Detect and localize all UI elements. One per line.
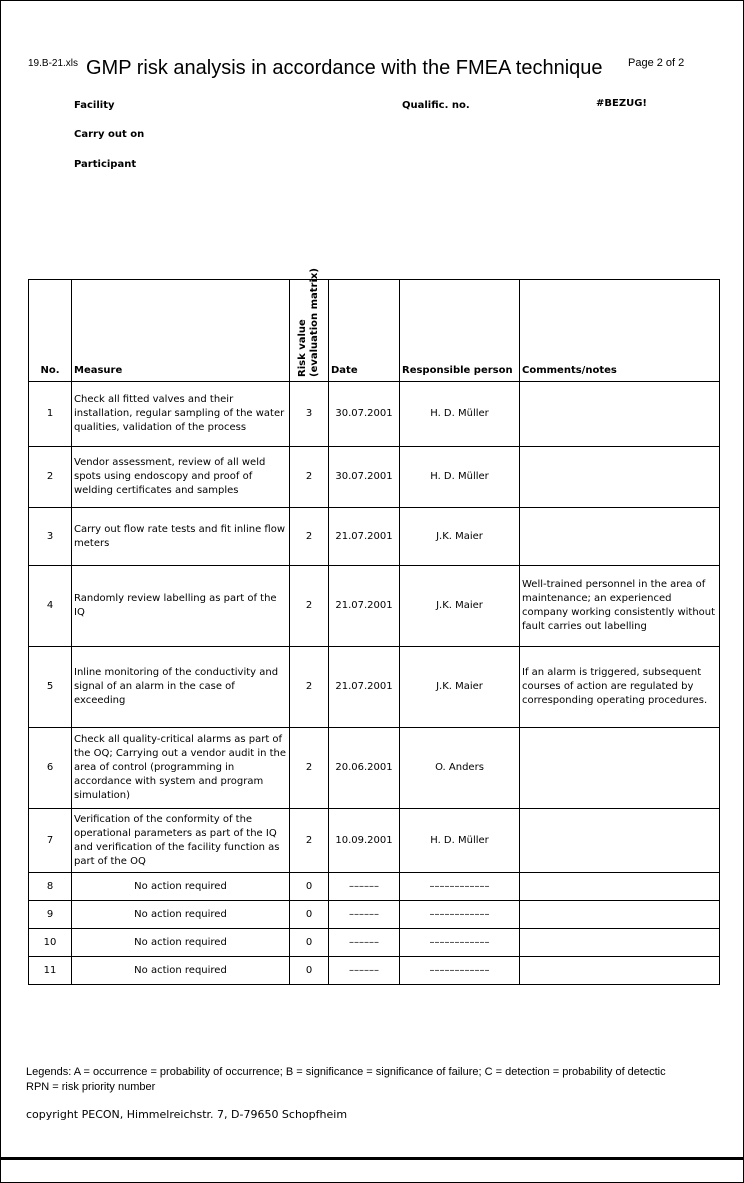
row-no: 8 [29,873,72,901]
row-measure: Check all fitted valves and their installation, regular sampling of the water qualities, validation of the process [72,382,290,447]
row-responsible: J.K. Maier [400,508,520,566]
row-risk-value: 2 [290,728,329,809]
row-no: 5 [29,647,72,728]
row-measure: No action required [72,901,290,929]
row-measure: No action required [72,929,290,957]
table-row [29,809,720,873]
row-date: –––––– [329,901,400,929]
row-responsible: H. D. Müller [400,809,520,873]
row-no: 1 [29,382,72,447]
row-measure: Carry out flow rate tests and fit inline flow meters [72,508,290,566]
row-measure: Check all quality-critical alarms as part of the OQ; Carrying out a vendor audit in the area of control (programming in accordance with system and program simulation) [72,728,290,809]
row-measure: Inline monitoring of the conductivity and signal of an alarm in the case of exceeding [72,647,290,728]
row-responsible: H. D. Müller [400,447,520,508]
row-no: 6 [29,728,72,809]
column-header-responsible: Responsible person [400,280,520,382]
table-row [29,508,720,566]
footer-divider [0,1157,744,1160]
table-row [29,901,720,929]
row-comments [520,728,720,809]
qualific-no-label: Qualific. no. [402,100,470,111]
row-responsible: J.K. Maier [400,647,520,728]
table-row [29,873,720,901]
row-date: 30.07.2001 [329,382,400,447]
row-comments [520,873,720,901]
table-row [29,382,720,447]
row-comments [520,901,720,929]
legend-text [26,1065,666,1095]
row-date: 21.07.2001 [329,508,400,566]
row-risk-value: 3 [290,382,329,447]
row-no: 7 [29,809,72,873]
row-no: 2 [29,447,72,508]
row-comments [520,447,720,508]
row-no: 10 [29,929,72,957]
table-row [29,929,720,957]
row-date: –––––– [329,957,400,985]
copyright-text: copyright PECON, Himmelreichstr. 7, D-79650 Schopfheim [26,1108,348,1121]
column-header-date: Date [329,280,400,382]
row-comments: If an alarm is triggered, subsequent courses of action are regulated by corresponding operating procedures. [520,647,720,728]
risk-value-rotated-label [297,268,321,377]
row-comments: Well-trained personnel in the area of maintenance; an experienced company working consistently without fault carries out labelling [520,566,720,647]
participant-label: Participant [74,159,137,170]
table-row [29,957,720,985]
row-risk-value: 2 [290,508,329,566]
row-responsible: –––––––––––– [400,929,520,957]
table-header-row [29,280,720,382]
row-risk-value: 0 [290,873,329,901]
row-measure: Vendor assessment, review of all weld spots using endoscopy and proof of welding certificates and samples [72,447,290,508]
table-row [29,728,720,809]
reference-error-value: #BEZUG! [596,98,647,109]
row-risk-value: 0 [290,929,329,957]
row-comments [520,929,720,957]
row-responsible: –––––––––––– [400,957,520,985]
page-indicator: Page 2 of 2 [628,57,685,69]
row-date: 21.07.2001 [329,647,400,728]
legend-line-1: Legends: A = occurrence = probability of occurrence; B = significance = significance of failure; C = detection = probability of detectic [26,1066,666,1078]
row-no: 11 [29,957,72,985]
column-header-comments: Comments/notes [520,280,720,382]
row-comments [520,809,720,873]
row-risk-value: 2 [290,447,329,508]
row-no: 3 [29,508,72,566]
document-title: GMP risk analysis in accordance with the FMEA technique [86,57,603,79]
row-date: –––––– [329,929,400,957]
table-row [29,566,720,647]
row-responsible: O. Anders [400,728,520,809]
table-row [29,647,720,728]
row-measure: Randomly review labelling as part of the IQ [72,566,290,647]
row-measure: No action required [72,873,290,901]
column-header-measure: Measure [72,280,290,382]
row-comments [520,508,720,566]
legend-line-2: RPN = risk priority number [26,1081,156,1093]
row-comments [520,957,720,985]
row-risk-value: 2 [290,566,329,647]
row-risk-value: 2 [290,809,329,873]
row-measure: No action required [72,957,290,985]
row-risk-value: 0 [290,957,329,985]
row-responsible: –––––––––––– [400,873,520,901]
risk-value-label-line1: Risk value [297,319,308,377]
row-date: 30.07.2001 [329,447,400,508]
row-responsible: H. D. Müller [400,382,520,447]
row-responsible: –––––––––––– [400,901,520,929]
row-risk-value: 0 [290,901,329,929]
row-comments [520,382,720,447]
file-reference: 19.B-21.xls [28,58,79,69]
facility-label: Facility [74,100,115,111]
column-header-risk-value [290,268,329,382]
row-risk-value: 2 [290,647,329,728]
risk-measures-table [28,268,720,985]
row-date: 20.06.2001 [329,728,400,809]
risk-value-label-line2: (evaluation matrix) [309,268,320,377]
row-date: 10.09.2001 [329,809,400,873]
column-header-no: No. [29,280,72,382]
row-responsible: J.K. Maier [400,566,520,647]
row-date: –––––– [329,873,400,901]
row-date: 21.07.2001 [329,566,400,647]
row-measure: Verification of the conformity of the operational parameters as part of the IQ and verification of the facility function as part of the OQ [72,809,290,873]
table-row [29,447,720,508]
row-no: 9 [29,901,72,929]
carry-out-label: Carry out on [74,129,145,140]
row-no: 4 [29,566,72,647]
